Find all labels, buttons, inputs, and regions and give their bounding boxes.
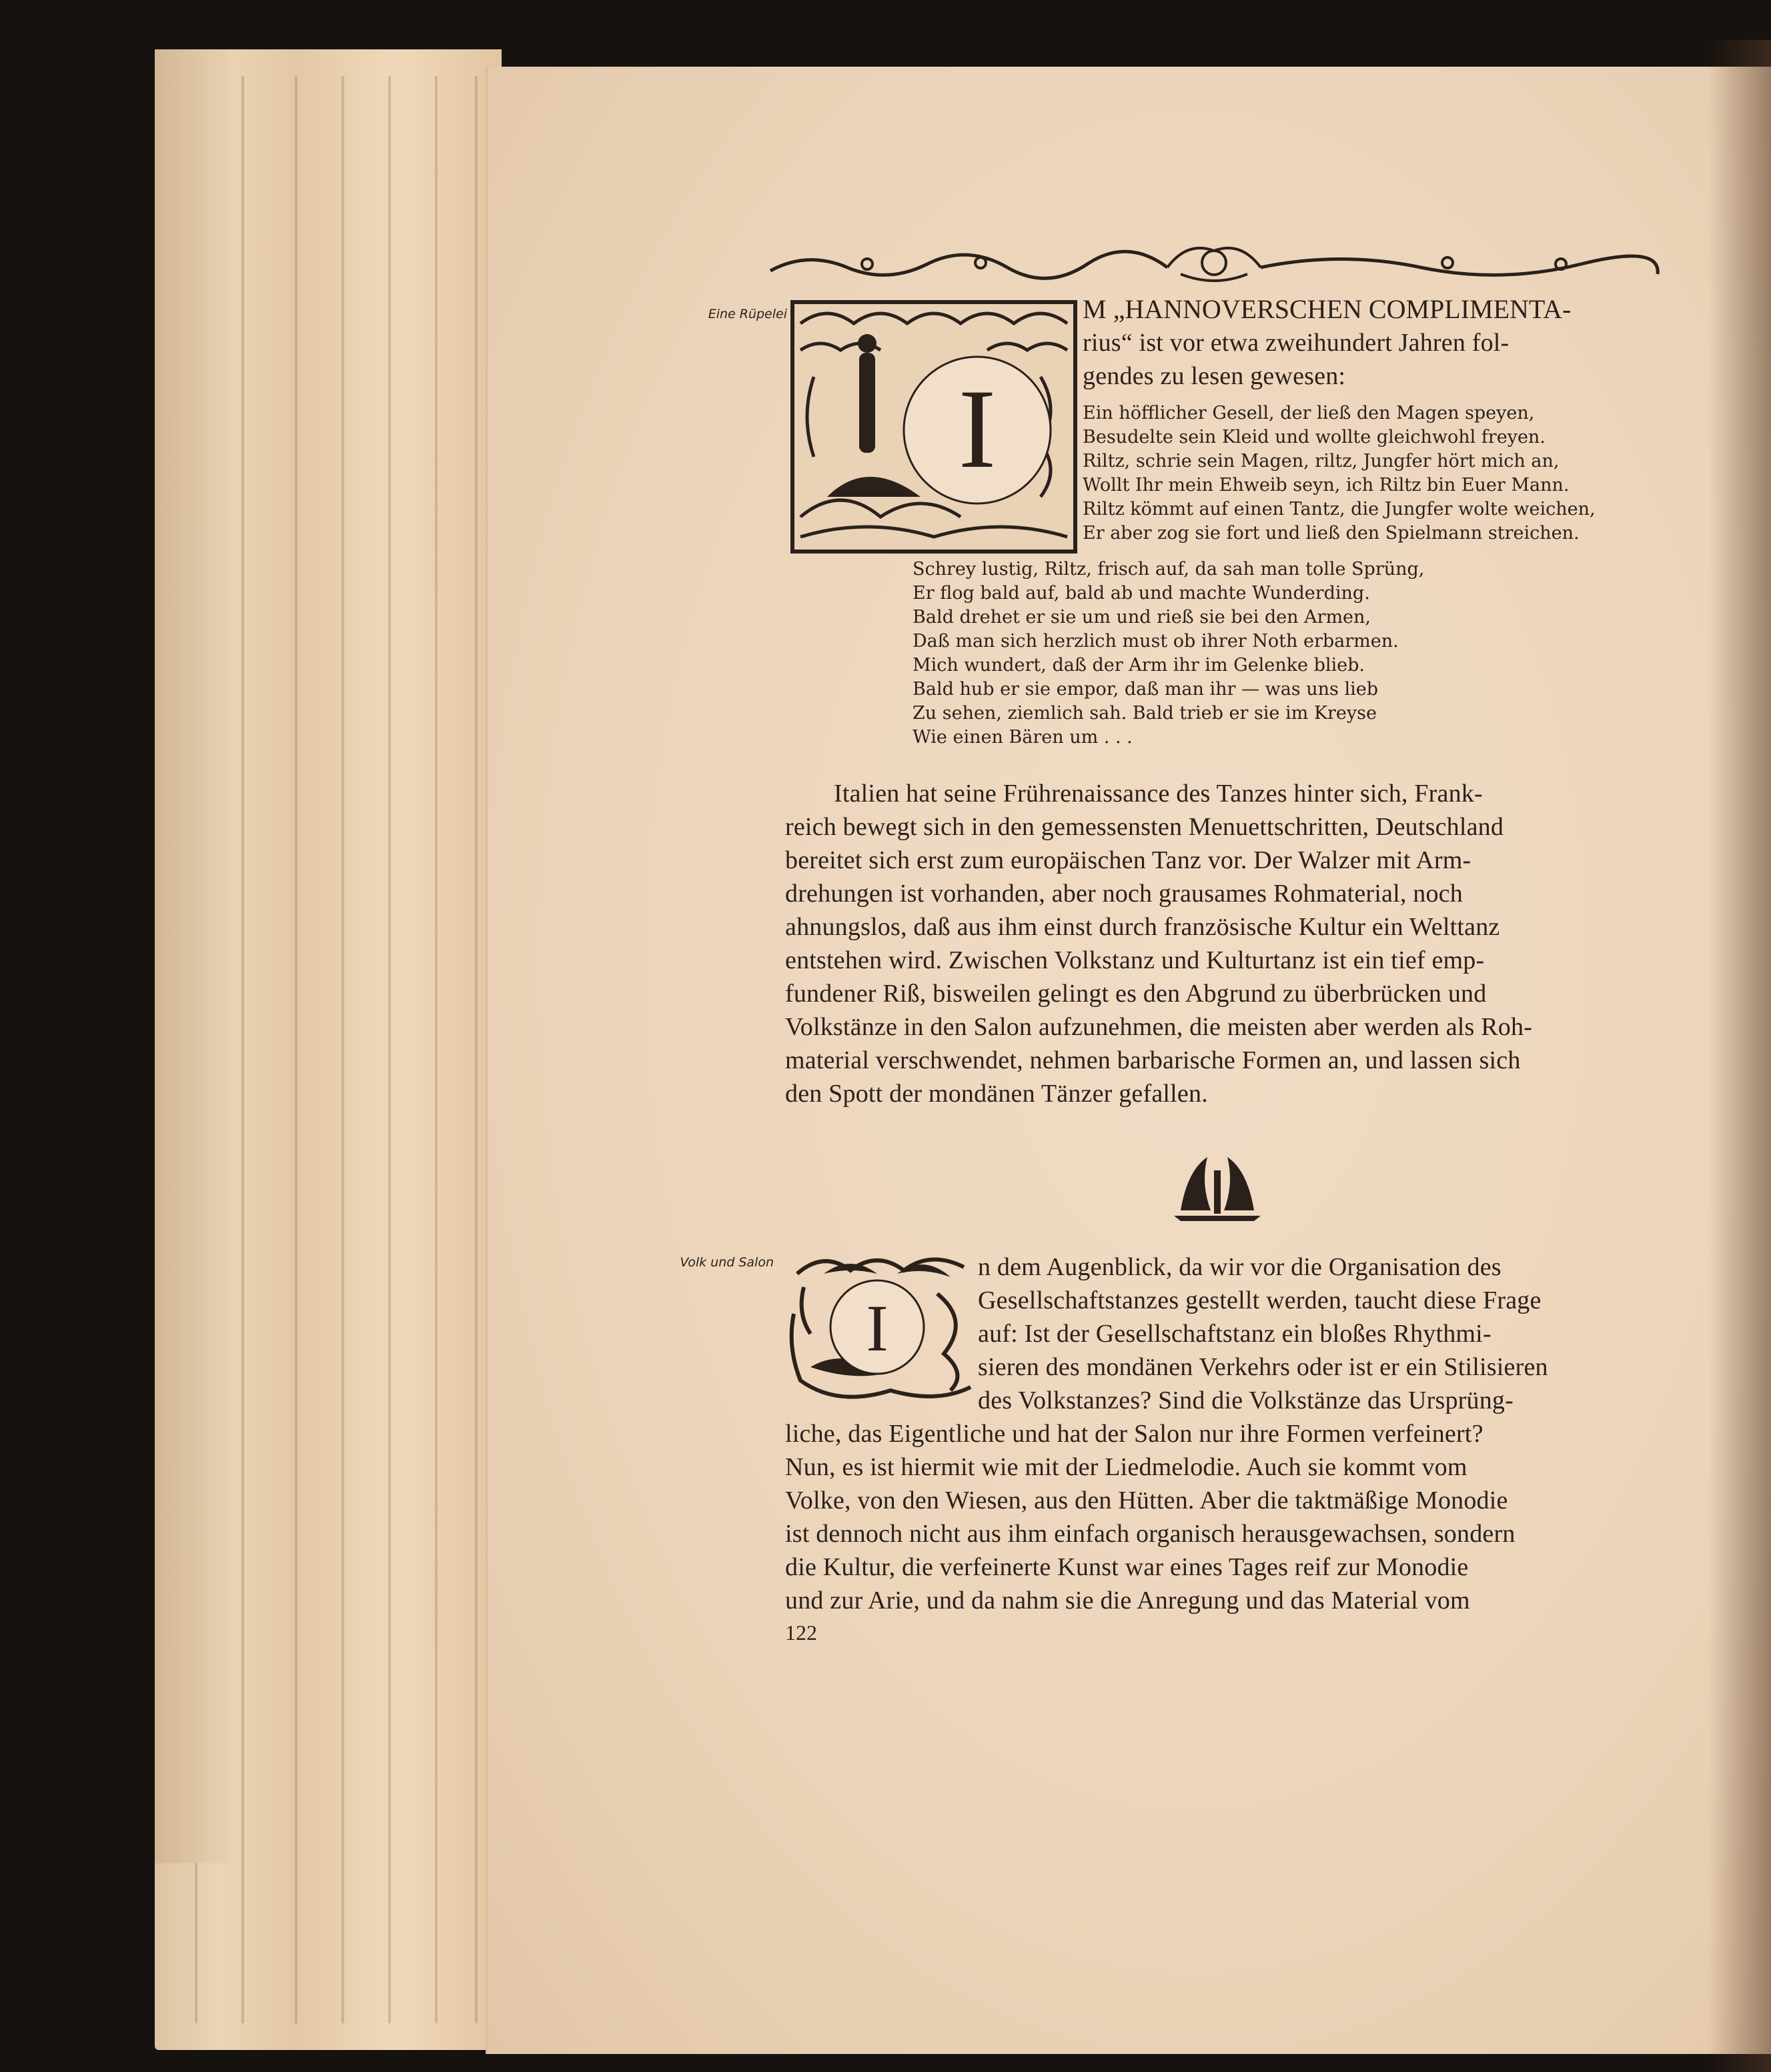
paragraph-line: reich bewegt sich in den gemessensten Menuettschritten, Deutschland xyxy=(785,813,1504,841)
intro-line: rius“ ist vor etwa zweihundert Jahren fol- xyxy=(1083,329,1510,357)
decorated-initial-i xyxy=(787,297,1081,557)
paragraph-line: n dem Augenblick, da wir vor die Organisation des xyxy=(978,1253,1502,1281)
initial-letter: I xyxy=(866,1291,889,1365)
gutter-shadow xyxy=(1708,40,1771,2072)
book-cover-edge xyxy=(155,49,228,1863)
verse-line: Er aber zog sie fort und ließ den Spielmann streichen. xyxy=(1083,523,1580,544)
initial-letter: I xyxy=(958,366,997,491)
paragraph-line: drehungen ist vorhanden, aber noch grausames Rohmaterial, noch xyxy=(785,880,1463,908)
intro-line: gendes zu lesen gewesen: xyxy=(1083,362,1346,390)
paragraph-line: des Volkstanzes? Sind die Volkstänze das Ursprüng- xyxy=(978,1386,1514,1414)
paragraph-line: Volkstänze in den Salon aufzunehmen, die meisten aber werden als Roh- xyxy=(785,1013,1533,1041)
paragraph-line: die Kultur, die verfeinerte Kunst war eines Tages reif zur Monodie xyxy=(785,1553,1469,1581)
paragraph-line: ahnungslos, daß aus ihm einst durch französische Kultur ein Welttanz xyxy=(785,913,1500,941)
verse-line: Ein höfflicher Gesell, der ließ den Magen speyen, xyxy=(1083,403,1535,423)
verse-line: Riltz kömmt auf einen Tantz, die Jungfer wolte weichen, xyxy=(1083,499,1596,520)
paragraph-line: ist dennoch nicht aus ihm einfach organisch herausgewachsen, sondern xyxy=(785,1520,1516,1548)
paragraph-line: Volke, von den Wiesen, aus den Hütten. Aber die taktmäßige Monodie xyxy=(785,1486,1508,1514)
paragraph-line: Italien hat seine Frührenaissance des Tanzes hinter sich, Frank- xyxy=(834,780,1483,808)
paragraph-line: liche, das Eigentliche und hat der Salon nur ihre Formen verfeinert? xyxy=(785,1420,1484,1448)
verse-line: Er flog bald auf, bald ab und machte Wunderding. xyxy=(913,583,1370,604)
paragraph-line: Gesellschaftstanzes gestellt werden, taucht diese Frage xyxy=(978,1286,1542,1314)
verse-line: Daß man sich herzlich must ob ihrer Noth erbarmen. xyxy=(913,631,1399,652)
verse-line: Wie einen Bären um . . . xyxy=(913,727,1133,748)
tree-vignette-icon xyxy=(1167,1144,1267,1224)
paragraph-line: auf: Ist der Gesellschaftstanz ein bloßes Rhythmi- xyxy=(978,1320,1492,1348)
verse-line: Schrey lustig, Riltz, frisch auf, da sah man tolle Sprüng, xyxy=(913,559,1425,580)
paragraph-line: und zur Arie, und da nahm sie die Anregung und das Material vom xyxy=(785,1587,1470,1615)
page-number: 122 xyxy=(785,1621,817,1645)
paragraph-line: entstehen wird. Zwischen Volkstanz und Kulturtanz ist ein tief emp- xyxy=(785,946,1485,974)
verse-line: Zu sehen, ziemlich sah. Bald trieb er sie im Kreyse xyxy=(913,703,1377,724)
paragraph-line: Nun, es ist hiermit wie mit der Liedmelodie. Auch sie kommt vom xyxy=(785,1453,1467,1481)
paragraph-line: den Spott der mondänen Tänzer gefallen. xyxy=(785,1080,1208,1108)
verse-line: Wollt Ihr mein Ehweib seyn, ich Riltz bin Euer Mann. xyxy=(1083,475,1570,495)
margin-note-eine-ruepelei: Eine Rüpelei xyxy=(708,307,787,321)
paragraph-line: fundener Riß, bisweilen gelingt es den Abgrund zu überbrücken und xyxy=(785,980,1487,1008)
verse-line: Besudelte sein Kleid und wollte gleichwohl freyen. xyxy=(1083,427,1546,447)
ornamental-border-icon xyxy=(767,237,1661,291)
verse-line: Bald drehet er sie um und rieß sie bei den Armen, xyxy=(913,607,1371,628)
verse-line: Mich wundert, daß der Arm ihr im Gelenke blieb. xyxy=(913,655,1365,676)
paragraph-line: sieren des mondänen Verkehrs oder ist er ein Stilisieren xyxy=(978,1353,1548,1381)
margin-note-volk-und-salon: Volk und Salon xyxy=(680,1255,774,1270)
paragraph-line: bereitet sich erst zum europäischen Tanz vor. Der Walzer mit Arm- xyxy=(785,846,1471,874)
paragraph-line: material verschwendet, nehmen barbarische Formen an, und lassen sich xyxy=(785,1046,1521,1074)
verse-line: Bald hub er sie empor, daß man ihr — was uns lieb xyxy=(913,679,1378,700)
decorated-initial-i-2 xyxy=(784,1247,977,1407)
verse-line: Riltz, schrie sein Magen, riltz, Jungfer hört mich an, xyxy=(1083,451,1560,471)
intro-line: M „HANNOVERSCHEN COMPLIMENTA- xyxy=(1083,294,1572,324)
